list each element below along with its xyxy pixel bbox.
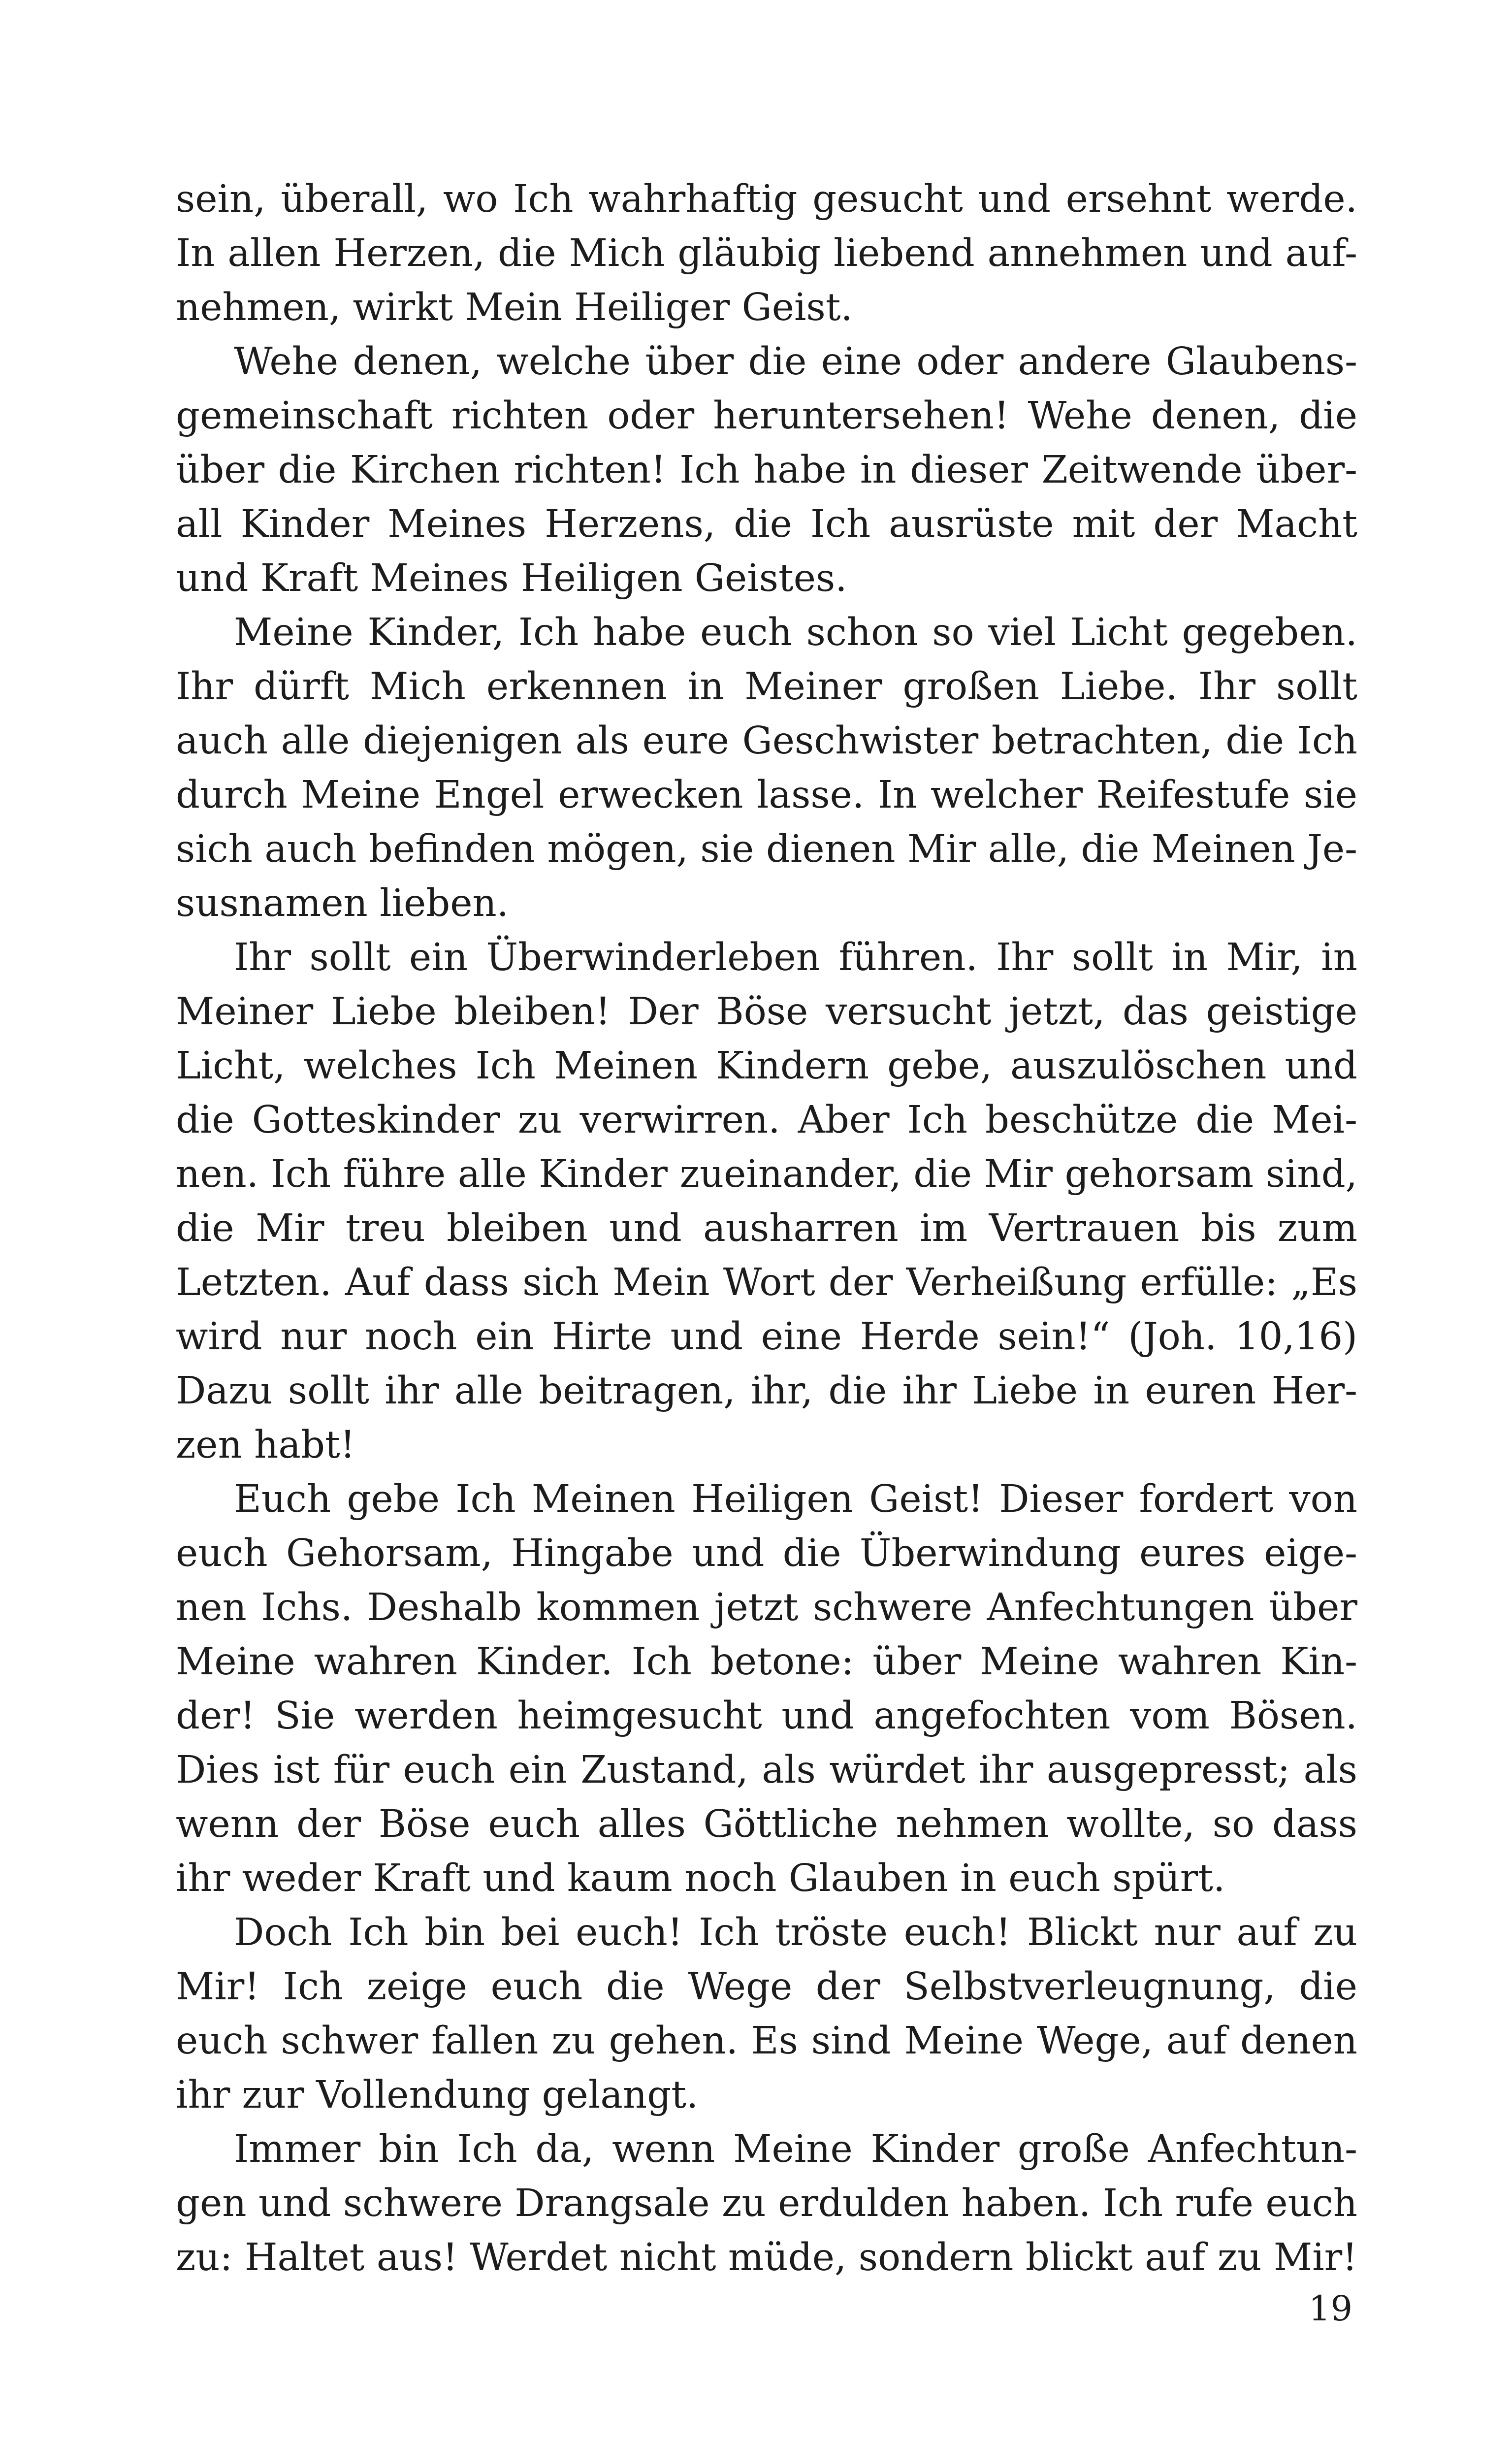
text-line: und Kraft Meines Heiligen Geistes. (176, 556, 847, 600)
text-line: wenn der Böse euch alles Göttliche nehmen wollte, so dass (176, 1802, 1357, 1846)
text-line: euch schwer fallen zu gehen. Es sind Meine Wege, auf denen (176, 2019, 1357, 2063)
text-line: durch Meine Engel erwecken lasse. In welcher Reifestufe sie (176, 773, 1357, 817)
paragraph (176, 606, 1357, 931)
text-line: gemeinschaft richten oder heruntersehen! Wehe denen, die (176, 394, 1357, 438)
text-line: Meine wahren Kinder. Ich betone: über Meine wahren Kin- (176, 1640, 1357, 1684)
text-line: Immer bin Ich da, wenn Meine Kinder große Anfechtun- (234, 2127, 1357, 2171)
text-line: euch Gehorsam, Hingabe und die Überwindung eures eige- (176, 1531, 1357, 1575)
text-line: die Mir treu bleiben und ausharren im Vertrauen bis zum (176, 1206, 1357, 1250)
text-line: ihr zur Vollendung gelangt. (176, 2073, 699, 2117)
text-line: Doch Ich bin bei euch! Ich tröste euch! Blickt nur auf zu (234, 1911, 1357, 1954)
text-line: Licht, welches Ich Meinen Kindern gebe, auszulöschen und (176, 1044, 1357, 1088)
page-number: 19 (1308, 2288, 1352, 2329)
text-line: sein, überall, wo Ich wahrhaftig gesucht und ersehnt werde. (176, 177, 1357, 221)
paragraph (176, 335, 1357, 606)
text-line: Mir! Ich zeige euch die Wege der Selbstverleugnung, die (176, 1965, 1357, 2009)
text-line: Ihr sollt ein Überwinderleben führen. Ihr sollt in Mir, in (234, 936, 1357, 979)
text-line: ihr weder Kraft und kaum noch Glauben in euch spürt. (176, 1857, 1225, 1900)
text-line: Dies ist für euch ein Zustand, als würdet ihr ausgepresst; als (176, 1748, 1357, 1792)
text-line: In allen Herzen, die Mich gläubig liebend annehmen und auf- (176, 231, 1357, 275)
text-line: sich auch befinden mögen, sie dienen Mir alle, die Meinen Je- (176, 827, 1357, 871)
text-line: susnamen lieben. (176, 881, 509, 925)
text-line: nen Ichs. Deshalb kommen jetzt schwere Anfechtungen über (176, 1586, 1357, 1629)
body-text (176, 172, 1357, 2285)
text-line: wird nur noch ein Hirte und eine Herde sein!“ (Joh. 10,16) (176, 1315, 1357, 1359)
paragraph (176, 172, 1357, 335)
text-line: zu: Haltet aus! Werdet nicht müde, sondern blickt auf zu Mir! (176, 2236, 1357, 2280)
text-line: über die Kirchen richten! Ich habe in dieser Zeitwende über- (176, 448, 1357, 492)
text-line: Meine Kinder, Ich habe euch schon so viel Licht gegeben. (234, 611, 1357, 654)
paragraph (176, 2122, 1357, 2285)
text-line: nen. Ich führe alle Kinder zueinander, die Mir gehorsam sind, (176, 1152, 1357, 1196)
paragraph (176, 931, 1357, 1472)
text-line: all Kinder Meines Herzens, die Ich ausrüste mit der Macht (176, 502, 1357, 546)
text-line: Wehe denen, welche über die eine oder andere Glaubens- (234, 340, 1357, 384)
paragraph (176, 1472, 1357, 1906)
text-line: gen und schwere Drangsale zu erdulden haben. Ich rufe euch (176, 2182, 1357, 2225)
text-line: Ihr dürft Mich erkennen in Meiner großen Liebe. Ihr sollt (176, 665, 1357, 709)
text-line: Letzten. Auf dass sich Mein Wort der Verheißung erfülle: „Es (176, 1261, 1357, 1304)
text-line: zen habt! (176, 1423, 355, 1467)
text-line: der! Sie werden heimgesucht und angefochten vom Bösen. (176, 1694, 1357, 1738)
text-line: auch alle diejenigen als eure Geschwister betrachten, die Ich (176, 719, 1357, 763)
text-line: Meiner Liebe bleiben! Der Böse versucht jetzt, das geistige (176, 990, 1357, 1034)
text-line: Euch gebe Ich Meinen Heiligen Geist! Dieser fordert von (234, 1477, 1357, 1521)
text-line: Dazu sollt ihr alle beitragen, ihr, die ihr Liebe in euren Her- (176, 1369, 1357, 1413)
paragraph (176, 1906, 1357, 2122)
text-line: nehmen, wirkt Mein Heiliger Geist. (176, 286, 853, 329)
text-line: die Gotteskinder zu verwirren. Aber Ich beschütze die Mei- (176, 1098, 1357, 1142)
